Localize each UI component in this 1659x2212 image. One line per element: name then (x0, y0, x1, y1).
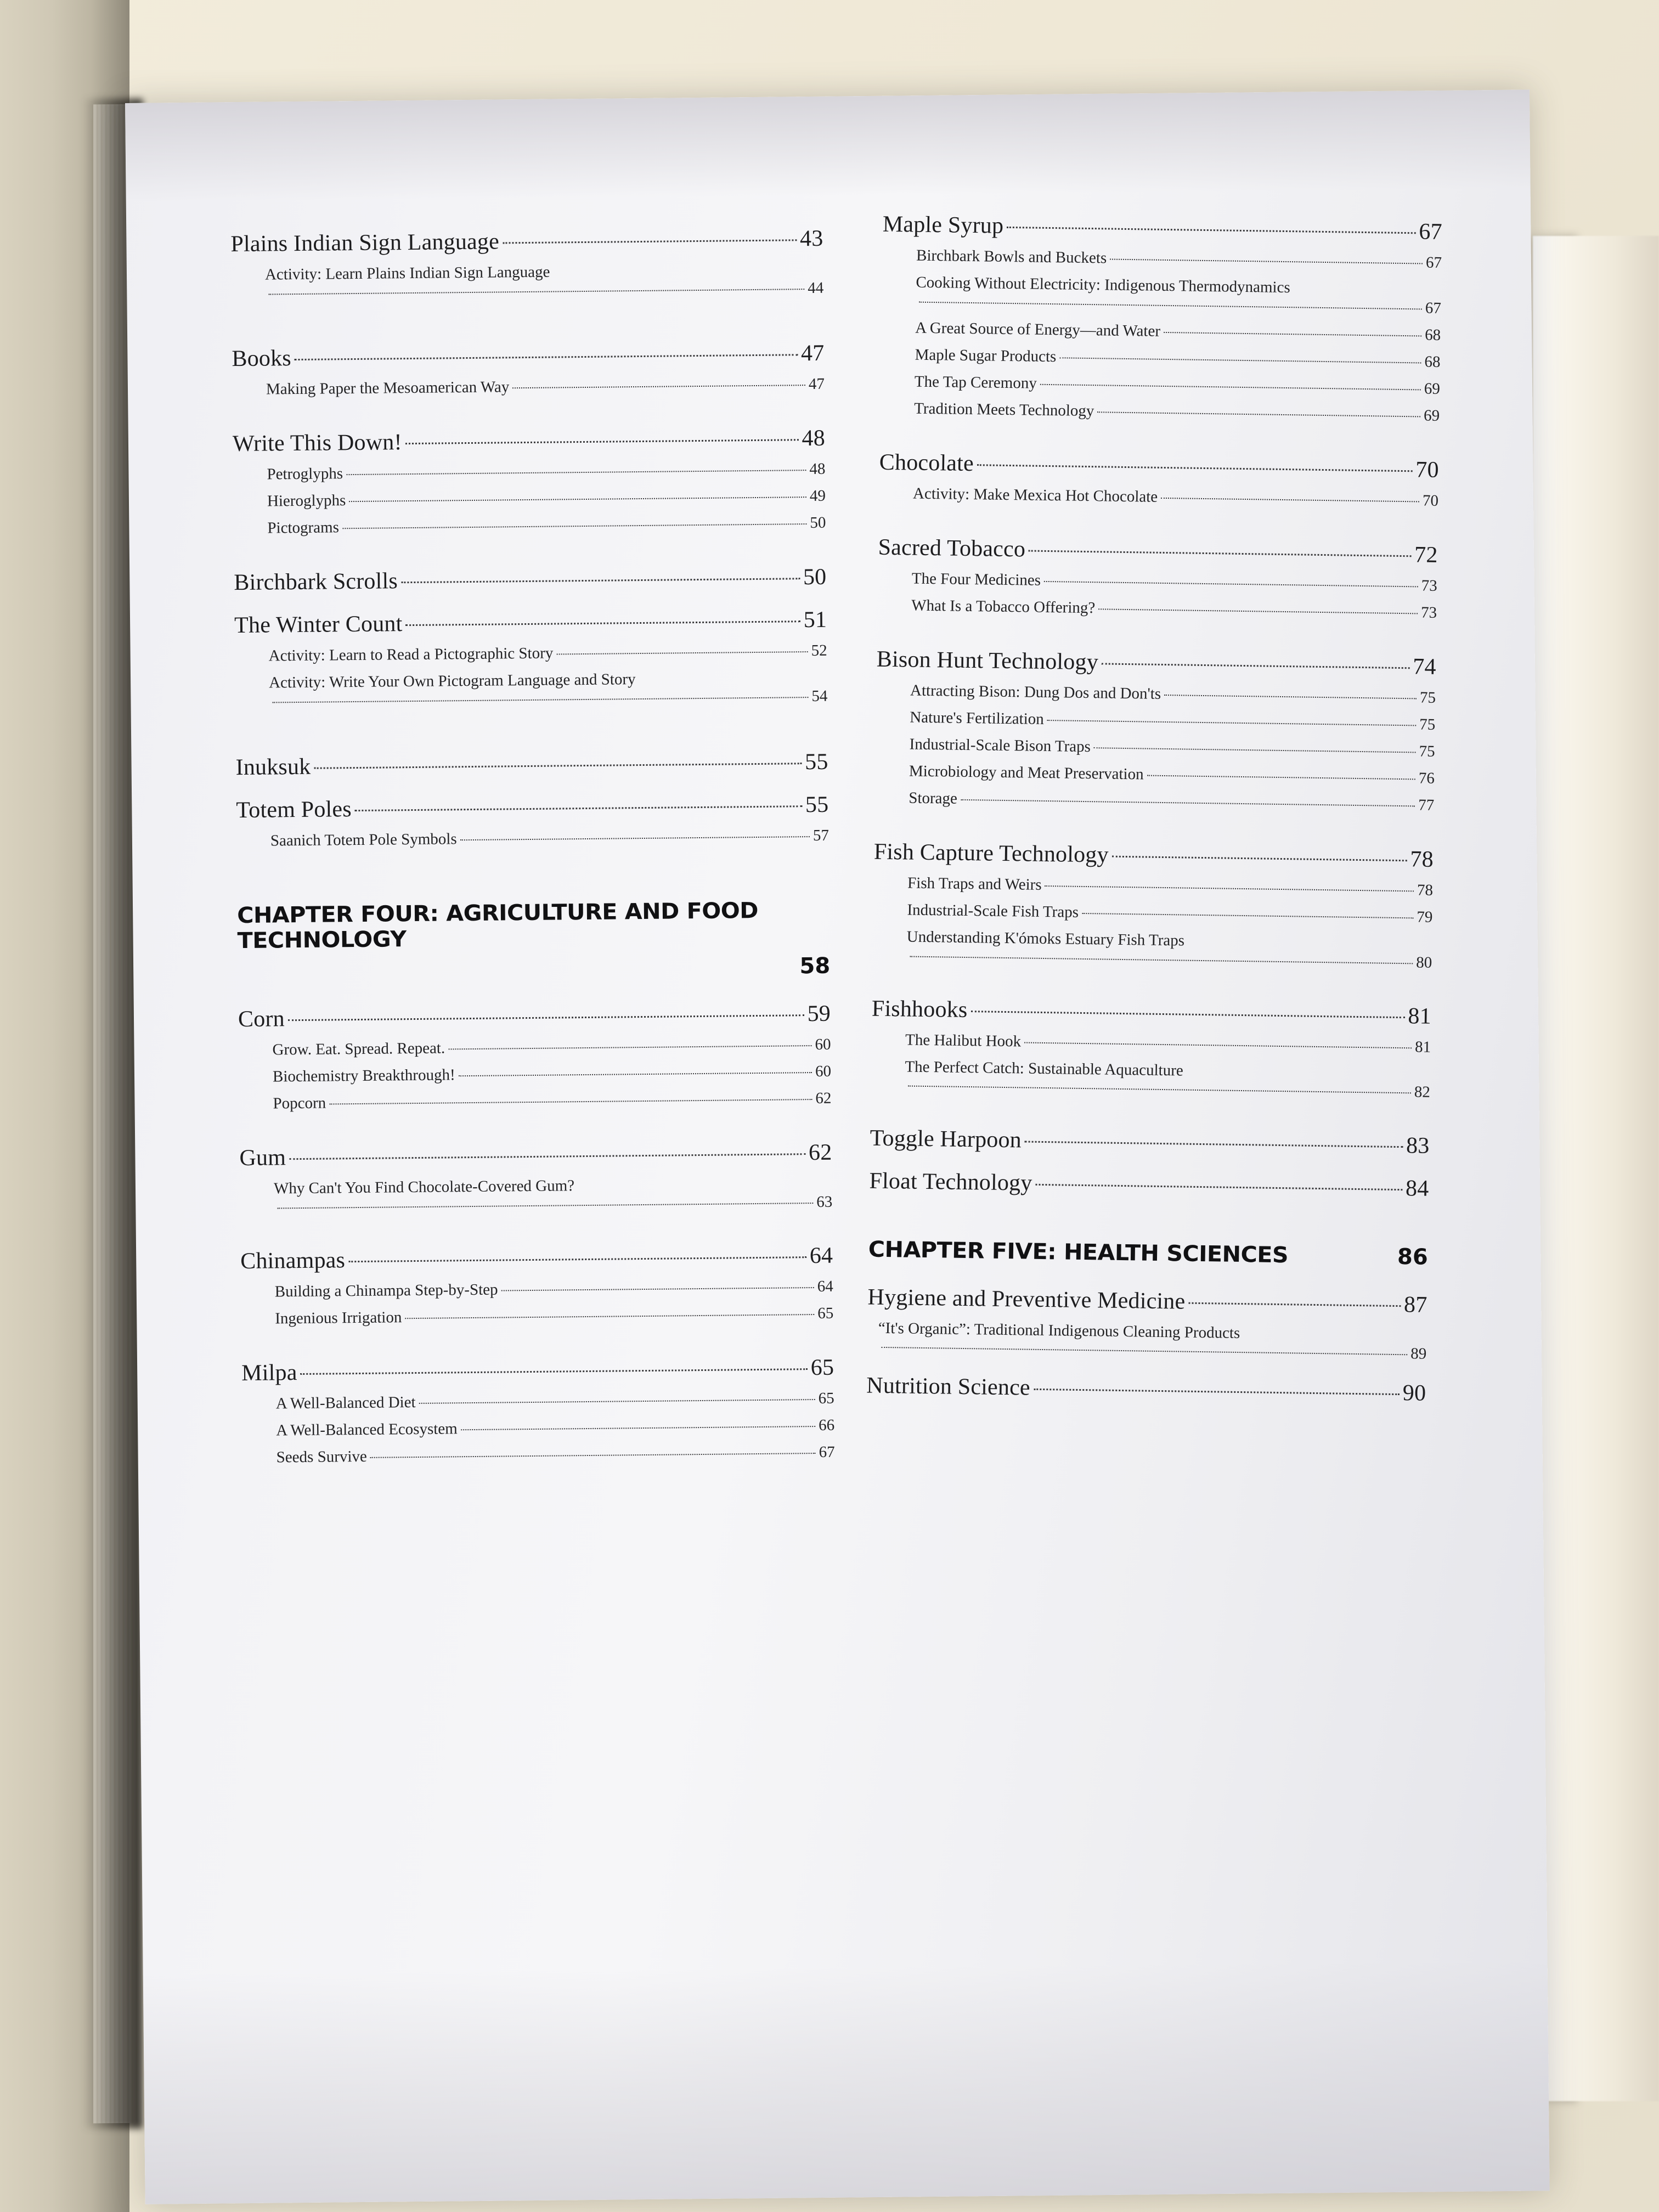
toc-entry[interactable] (875, 762, 1435, 788)
toc-entry-title: Sacred Tobacco (878, 534, 1026, 562)
toc-entry-page: 48 (802, 426, 826, 452)
toc-entry-page: 89 (1410, 1345, 1427, 1363)
chapter-heading-five (868, 1197, 1429, 1275)
toc-entry-title: Maple Sugar Products (915, 346, 1057, 366)
toc-entry-title: Plains Indian Sign Language (230, 229, 500, 257)
toc-entry-page: 76 (1418, 769, 1435, 788)
toc-entry[interactable] (867, 1284, 1427, 1318)
toc-entry-page: 90 (1402, 1380, 1426, 1406)
toc-entry-title: The Tap Ceremony (914, 373, 1037, 392)
leader-dots (1040, 384, 1421, 391)
toc-entry-title: Corn (238, 1006, 285, 1032)
leader-dots (1094, 747, 1416, 753)
toc-entry-page: 75 (1419, 689, 1436, 707)
leader-dots (277, 1203, 813, 1209)
toc-entry-page: 78 (1410, 847, 1434, 873)
toc-entry-title: Storage (909, 789, 958, 808)
toc-entry[interactable] (235, 748, 828, 780)
leader-dots (556, 651, 808, 654)
toc-entry-title: The Four Medicines (911, 569, 1041, 590)
toc-entry-page: 70 (1422, 492, 1439, 510)
toc-entry[interactable] (240, 1175, 833, 1217)
toc-entry[interactable] (878, 569, 1437, 595)
toc-entry[interactable] (873, 874, 1433, 900)
toc-page (125, 89, 1550, 2204)
toc-entry-title: Attracting Bison: Dung Dos and Don'ts (910, 681, 1161, 703)
toc-entry-title: Birchbark Scrolls (234, 568, 398, 596)
toc-entry-page: 75 (1419, 742, 1435, 761)
leader-dots (1044, 581, 1418, 588)
toc-entry-page: 67 (819, 1443, 835, 1461)
toc-entry[interactable] (235, 669, 828, 712)
toc-entry[interactable] (233, 425, 825, 457)
toc-entry[interactable] (241, 1354, 834, 1386)
toc-entry-title: Understanding K'ómoks Estuary Fish Traps (906, 928, 1185, 950)
toc-entry[interactable] (242, 1443, 835, 1466)
chapter-page: 58 (799, 953, 831, 979)
toc-entry-title: A Well-Balanced Diet (275, 1393, 416, 1413)
toc-entry[interactable] (234, 607, 827, 639)
toc-entry-page: 80 (1415, 953, 1432, 972)
toc-entry-page: 65 (817, 1304, 834, 1322)
toc-entry-title: A Great Source of Energy—and Water (915, 319, 1161, 341)
toc-entry-page: 62 (815, 1090, 832, 1108)
toc-entry-page: 87 (1403, 1291, 1427, 1318)
toc-entry[interactable] (234, 564, 826, 596)
leader-dots (1024, 1042, 1412, 1048)
leader-dots (1161, 498, 1419, 503)
leader-dots (919, 301, 1422, 309)
toc-entry-title: Popcorn (273, 1094, 326, 1113)
toc-entry-page: 82 (1414, 1083, 1431, 1101)
chapter-heading-four (237, 897, 830, 990)
toc-entry[interactable] (872, 995, 1432, 1029)
leader-dots (460, 836, 810, 840)
leader-dots (1025, 1141, 1403, 1148)
leader-dots (348, 1256, 806, 1262)
leader-dots (1034, 1389, 1400, 1395)
leader-dots (512, 385, 805, 388)
leader-dots (448, 1045, 811, 1049)
leader-dots (1110, 259, 1423, 264)
toc-entry-title: Birchbark Bowls and Buckets (916, 246, 1107, 267)
toc-entry-title: The Halibut Hook (905, 1030, 1022, 1050)
toc-entry-page: 65 (810, 1355, 834, 1380)
toc-entry[interactable] (882, 246, 1442, 272)
chapter-page: 86 (1397, 1244, 1429, 1270)
toc-entry-title: Chocolate (879, 449, 974, 477)
toc-entry[interactable] (867, 1319, 1427, 1363)
toc-entry-page: 83 (1406, 1132, 1430, 1159)
toc-entry-page: 44 (808, 279, 824, 297)
page-curl (1533, 236, 1659, 2101)
toc-entry-title: Grow. Eat. Spread. Repeat. (272, 1039, 445, 1059)
toc-entry[interactable] (881, 346, 1440, 371)
leader-dots (961, 799, 1415, 807)
toc-entry-title: Building a Chinampa Step-by-Step (274, 1280, 498, 1301)
toc-entry-title: The Winter Count (234, 611, 403, 639)
toc-entry-page: 69 (1424, 380, 1441, 398)
toc-entry-page: 74 (1413, 654, 1437, 680)
leader-dots (970, 1011, 1404, 1018)
toc-entry-page: 68 (1424, 353, 1441, 371)
toc-entry-page: 49 (809, 487, 826, 505)
toc-entry[interactable] (875, 735, 1435, 761)
toc-entry-page: 57 (812, 826, 830, 844)
leader-dots (881, 1347, 1407, 1355)
toc-entry[interactable] (870, 1125, 1430, 1159)
toc-entry-page: 69 (1423, 407, 1440, 425)
toc-entry[interactable] (242, 1416, 834, 1440)
toc-entry-title: Totem Poles (236, 796, 352, 823)
leader-dots (461, 1426, 815, 1430)
leader-dots (419, 1399, 815, 1404)
toc-entry-title: Ingenious Irrigation (275, 1308, 402, 1328)
toc-entry-page: 55 (805, 792, 829, 817)
toc-entry-title: Nutrition Science (866, 1373, 1031, 1401)
toc-entry[interactable] (242, 1389, 834, 1413)
toc-entry-page: 43 (799, 225, 823, 252)
toc-entry-title: Fishhooks (871, 996, 968, 1023)
leader-dots (1045, 885, 1414, 891)
leader-dots (355, 805, 802, 811)
toc-entry-title: Fish Capture Technology (873, 839, 1109, 868)
toc-entry-title: What Is a Tobacco Offering? (911, 596, 1096, 617)
toc-entry[interactable] (232, 340, 824, 372)
toc-entry[interactable] (233, 460, 825, 484)
toc-entry-title: “It's Organic”: Traditional Indigenous Cleaning Products (878, 1319, 1240, 1342)
leader-dots (910, 956, 1413, 964)
chapter-title: CHAPTER FIVE: HEALTH SCIENCES (868, 1237, 1289, 1268)
toc-entry-page: 47 (800, 341, 825, 366)
leader-dots (908, 1086, 1411, 1094)
toc-entry-page: 60 (815, 1036, 831, 1054)
leader-dots (1147, 775, 1415, 780)
toc-entry-page: 47 (808, 375, 825, 393)
leader-dots (370, 1453, 816, 1458)
toc-entry[interactable] (876, 708, 1435, 734)
toc-entry-title: Books (232, 346, 292, 372)
toc-entry-page: 75 (1419, 715, 1436, 734)
toc-entry[interactable] (876, 646, 1436, 680)
toc-entry-page: 59 (807, 1001, 831, 1027)
toc-entry-title: Hieroglyphs (267, 492, 346, 510)
leader-dots (501, 1287, 814, 1291)
leader-dots (405, 439, 799, 444)
toc-entry-page: 73 (1421, 577, 1438, 595)
leader-dots (1097, 411, 1420, 417)
toc-entry-title: Activity: Learn Plains Indian Sign Language (264, 263, 550, 284)
toc-entry-title: Industrial-Scale Fish Traps (907, 901, 1079, 922)
toc-entry-title: Industrial-Scale Bison Traps (909, 735, 1091, 756)
toc-entry-page: 60 (815, 1063, 832, 1081)
toc-entry-page: 81 (1408, 1003, 1432, 1029)
toc-entry[interactable] (239, 1063, 831, 1086)
toc-entry[interactable] (872, 928, 1432, 972)
leader-dots (1035, 1184, 1402, 1190)
leader-dots (1164, 695, 1417, 699)
leader-dots (1164, 332, 1421, 337)
toc-entry-title: Gum (239, 1145, 286, 1171)
toc-entry-page: 51 (803, 607, 827, 633)
toc-entry[interactable] (871, 1030, 1431, 1056)
toc-entry-title: A Well-Balanced Ecosystem (276, 1419, 458, 1439)
toc-entry[interactable] (878, 534, 1438, 568)
toc-entry-title: Activity: Make Mexica Hot Chocolate (912, 484, 1158, 506)
toc-entry[interactable] (866, 1373, 1426, 1407)
leader-dots (1112, 856, 1407, 862)
toc-left-column (230, 209, 835, 1468)
toc-entry[interactable] (879, 449, 1440, 483)
leader-dots (1007, 227, 1415, 234)
toc-entry-page: 50 (803, 565, 827, 590)
leader-dots (301, 1368, 808, 1375)
toc-entry-page: 72 (1414, 542, 1438, 568)
leader-dots (1098, 609, 1418, 614)
toc-entry[interactable] (239, 1139, 832, 1171)
leader-dots (329, 1099, 812, 1104)
toc-entry-title: Inuksuk (235, 754, 311, 780)
toc-entry[interactable] (236, 791, 828, 823)
toc-right-column (866, 195, 1443, 1410)
toc-entry[interactable] (231, 261, 824, 303)
toc-entry[interactable] (238, 1001, 831, 1032)
leader-dots (405, 1314, 814, 1319)
leader-dots (503, 239, 797, 244)
toc-entry-title: Tradition Meets Technology (914, 399, 1094, 420)
toc-entry-page: 67 (1419, 219, 1443, 245)
leader-dots (272, 697, 808, 703)
leader-dots (1047, 720, 1417, 726)
toc-entry-page: 66 (819, 1416, 835, 1434)
toc-entry-page: 55 (804, 749, 828, 775)
toc-entry-title: Float Technology (869, 1168, 1032, 1196)
leader-dots (349, 496, 806, 502)
toc-entry[interactable] (881, 373, 1440, 398)
toc-entry-page: 48 (809, 460, 826, 478)
toc-entry-title: Microbiology and Meat Preservation (909, 762, 1144, 783)
leader-dots (288, 1014, 804, 1021)
toc-entry-title: Saanich Totem Pole Symbols (270, 830, 457, 850)
toc-entry[interactable] (881, 319, 1441, 345)
toc-entry[interactable] (233, 487, 826, 511)
toc-entry-title: The Perfect Catch: Sustainable Aquaculture (905, 1057, 1183, 1080)
toc-entry[interactable] (230, 225, 823, 257)
toc-entry[interactable] (236, 826, 829, 850)
leader-dots (1102, 663, 1409, 669)
toc-entry-title: Bison Hunt Technology (876, 646, 1099, 675)
leader-dots (401, 578, 800, 583)
toc-entry[interactable] (882, 273, 1442, 318)
toc-entry-title: Maple Syrup (882, 211, 1004, 239)
leader-dots (314, 763, 802, 769)
toc-entry[interactable] (874, 839, 1434, 873)
leader-dots (1059, 358, 1421, 364)
toc-entry-title: Making Paper the Mesoamerican Way (266, 378, 510, 398)
toc-entry-page: 63 (816, 1193, 833, 1211)
toc-entry-page: 65 (818, 1389, 834, 1407)
toc-entry-page: 64 (809, 1243, 833, 1268)
toc-entry-title: Seeds Survive (276, 1447, 367, 1466)
toc-entry-title: Toggle Harpoon (870, 1125, 1022, 1153)
toc-entry-title: Activity: Write Your Own Pictogram Language and Story (269, 670, 636, 692)
toc-entry-page: 62 (808, 1140, 832, 1166)
toc-entry-title: Activity: Learn to Read a Pictographic Story (268, 644, 554, 665)
toc-entry[interactable] (238, 1036, 831, 1059)
toc-entry-page: 67 (1425, 299, 1442, 317)
leader-dots (295, 354, 798, 361)
toc-entry[interactable] (235, 642, 827, 665)
toc-entry-page: 84 (1405, 1175, 1429, 1201)
toc-entry-title: Petroglyphs (267, 465, 343, 483)
toc-entry-page: 79 (1417, 908, 1433, 927)
toc-entry[interactable] (871, 1057, 1431, 1102)
toc-entry[interactable] (869, 1167, 1429, 1201)
leader-dots (1082, 913, 1413, 918)
toc-entry[interactable] (873, 901, 1432, 927)
toc-entry-title: Chinampas (240, 1247, 346, 1274)
toc-entry-title: Milpa (241, 1359, 297, 1386)
toc-entry-page: 52 (811, 642, 827, 660)
leader-dots (1029, 550, 1411, 557)
toc-entry-title: Nature's Fertilization (910, 708, 1044, 729)
toc-entry-title: Fish Traps and Weirs (907, 874, 1042, 894)
toc-entry-page: 67 (1425, 253, 1442, 272)
toc-entry-page: 78 (1417, 881, 1434, 900)
toc-entry-page: 73 (1420, 603, 1437, 622)
toc-entry[interactable] (241, 1277, 833, 1301)
toc-entry[interactable] (240, 1242, 833, 1274)
leader-dots (406, 620, 800, 626)
toc-entry-title: Pictograms (267, 518, 340, 537)
toc-entry[interactable] (883, 211, 1443, 245)
toc-entry-page: 68 (1424, 326, 1441, 345)
toc-entry-page: 77 (1418, 796, 1435, 815)
toc-entry-page: 64 (817, 1277, 833, 1295)
chapter-title: CHAPTER FOUR: AGRICULTURE AND FOOD TECHNOLOGY (237, 898, 759, 953)
toc-entry-page: 70 (1415, 457, 1440, 483)
toc-entry-title: Biochemistry Breakthrough! (272, 1066, 455, 1086)
toc-entry-page: 54 (811, 687, 828, 705)
toc-entry-title: Write This Down! (232, 430, 402, 457)
toc-entry-title: Hygiene and Preventive Medicine (867, 1284, 1186, 1314)
leader-dots (346, 470, 806, 475)
leader-dots (268, 289, 804, 295)
leader-dots (289, 1153, 805, 1160)
leader-dots (1188, 1302, 1401, 1306)
leader-dots (459, 1072, 812, 1076)
toc-entry-title: Cooking Without Electricity: Indigenous Thermodynamics (916, 273, 1290, 297)
leader-dots (342, 523, 806, 529)
leader-dots (977, 464, 1412, 472)
toc-entry-title: Why Can't You Find Chocolate-Covered Gum? (273, 1177, 575, 1198)
toc-entry-page: 50 (810, 514, 826, 532)
toc-entry[interactable] (876, 681, 1436, 707)
toc-entry-page: 81 (1414, 1037, 1431, 1056)
